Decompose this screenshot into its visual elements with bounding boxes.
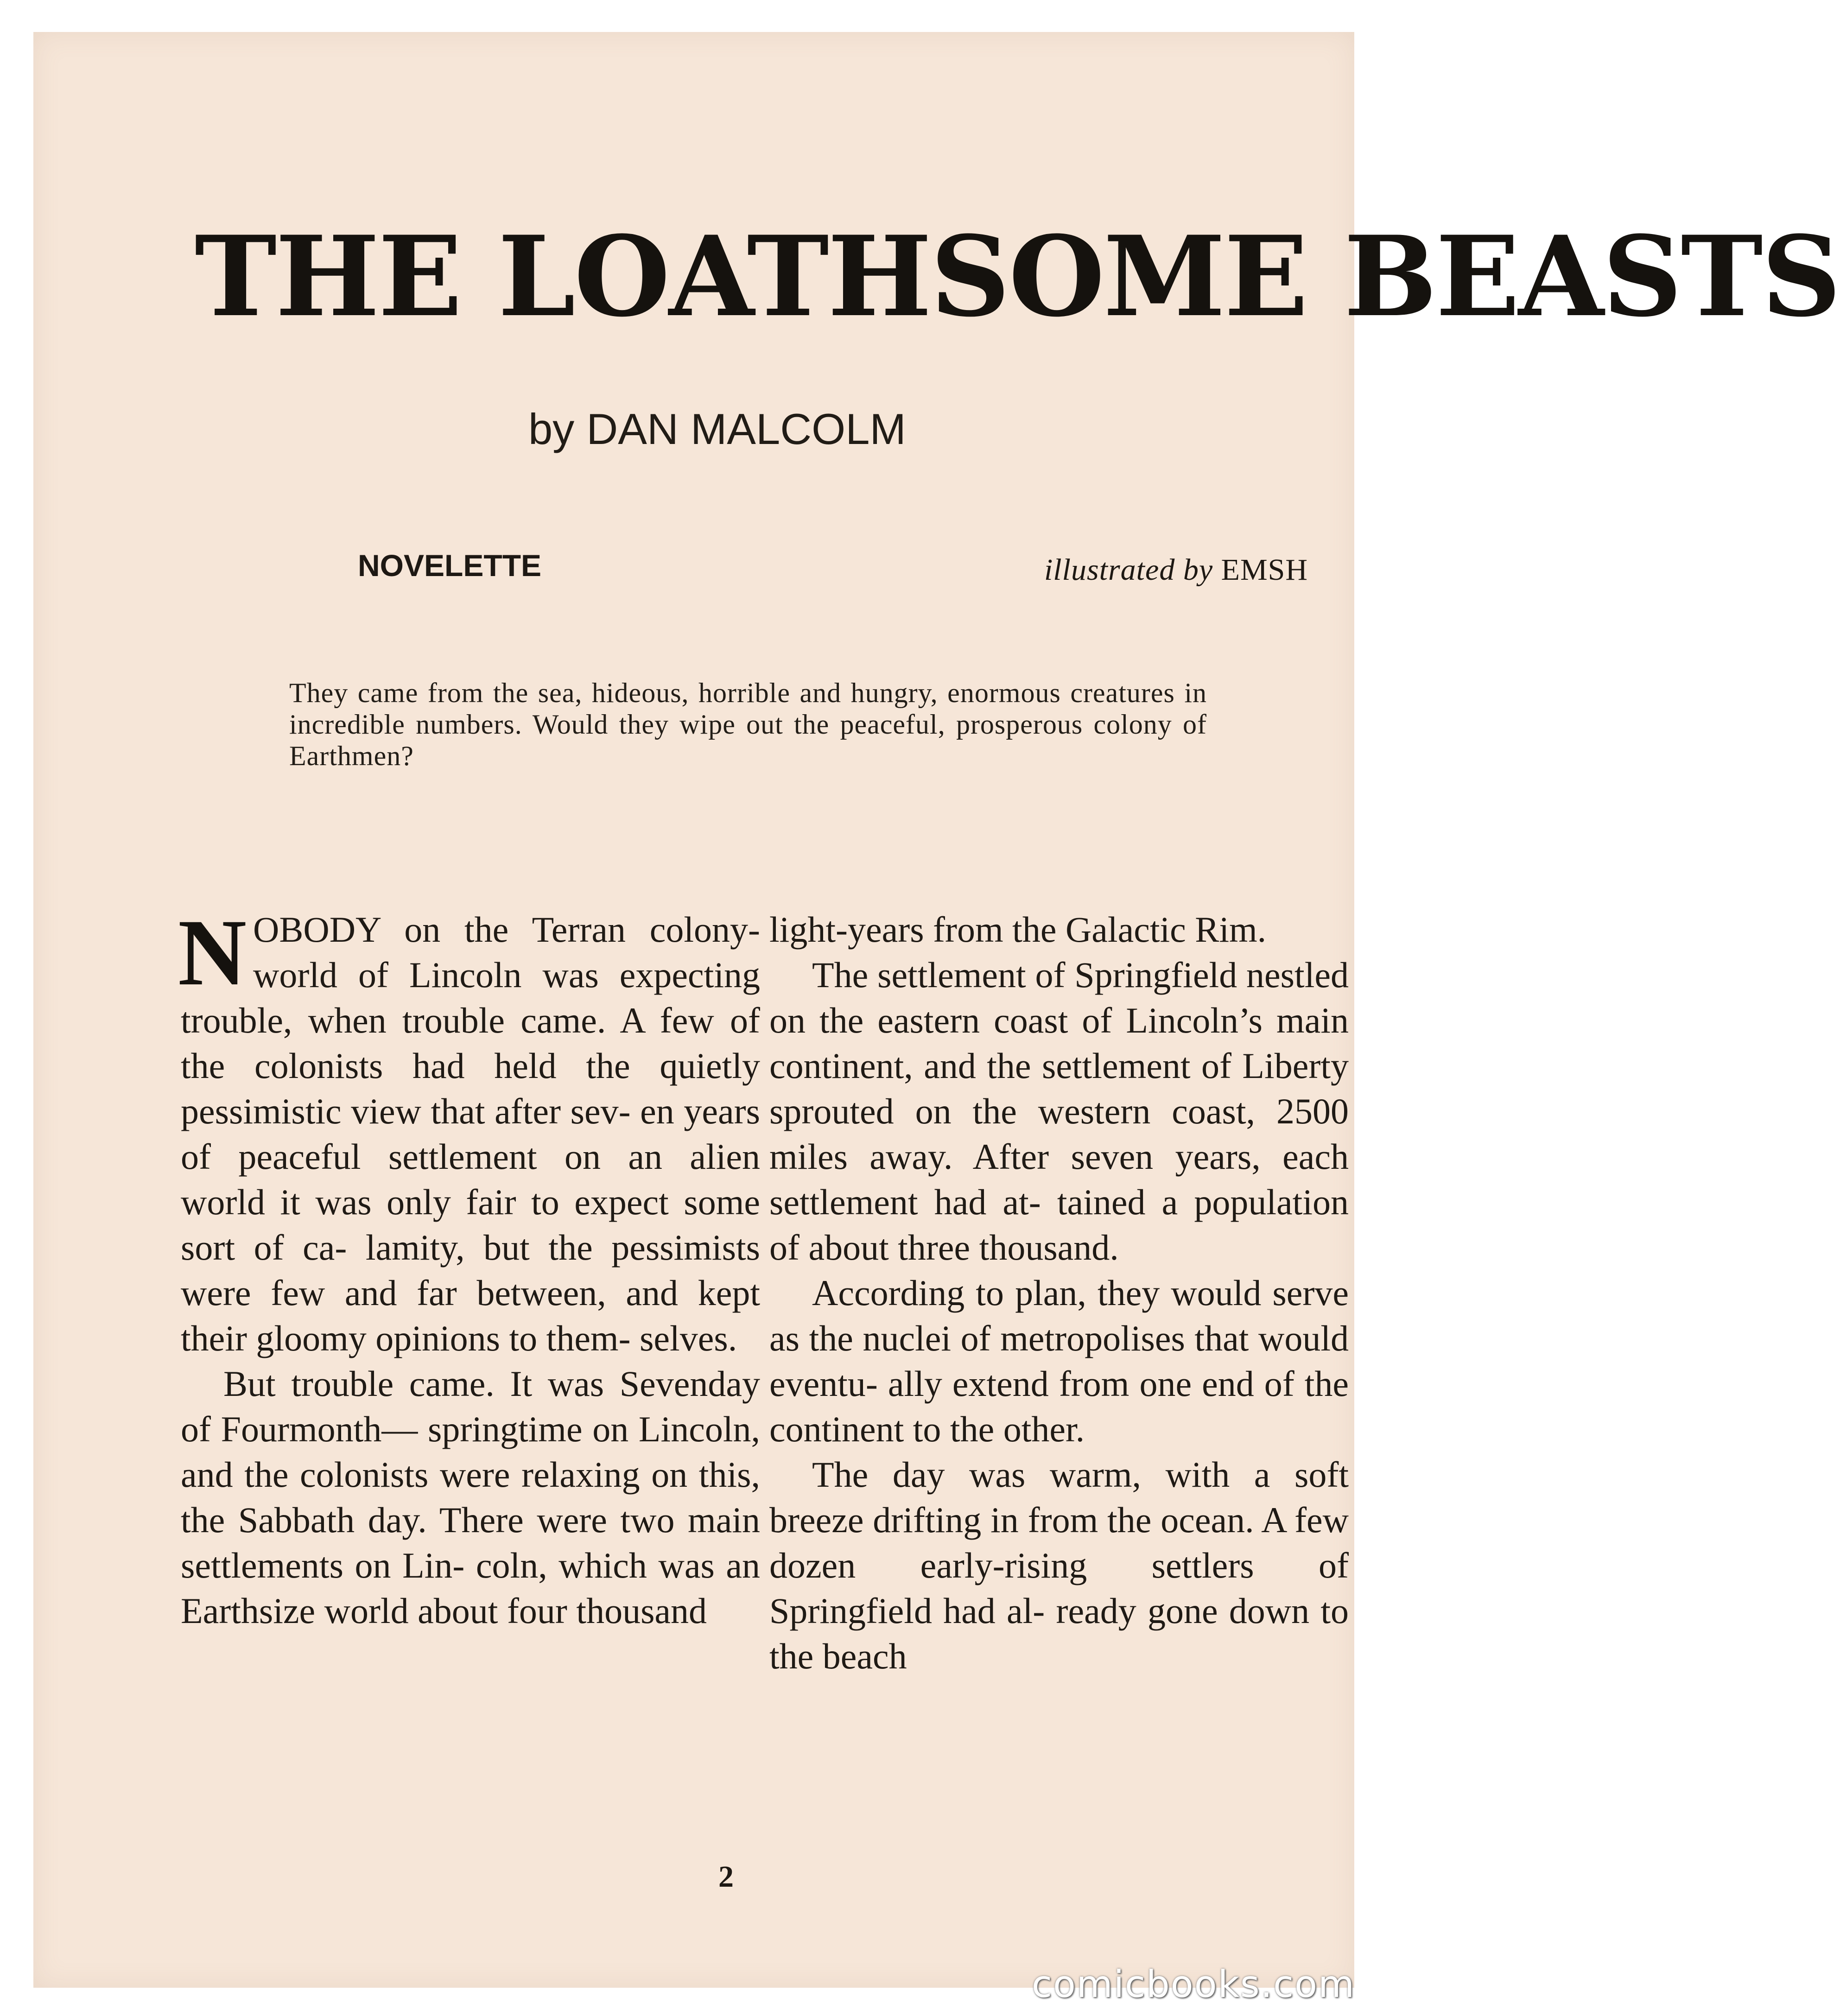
paragraph: But trouble came. It was Sevenday of Fourmonth— springtime on Lincoln, and the colonists were relaxing on this, the Sabbath day. There were two main settlements on Lin- coln, which was an Earthsize world about four thousand bbox=[181, 1363, 760, 1631]
left-column bbox=[178, 900, 760, 1871]
genre-label: NOVELETTE bbox=[358, 548, 542, 583]
drop-cap: N bbox=[178, 900, 247, 1005]
right-column bbox=[769, 907, 1349, 1871]
paragraph-text: OBODY on the Terran colony-world of Lincoln was expecting trouble, when trouble came. A few of the colonists had held the quietly pessimistic view that after sev- en years of peaceful settlement on an alien world it was only fair to expect some sort of ca- lamity, but the pessimists were few and far between, and kept their gloomy opinions to them- selves. bbox=[181, 909, 760, 1358]
page-number: 2 bbox=[718, 1860, 734, 1894]
paragraph: The settlement of Springfield nestled on the eastern coast of Lincoln’s main continent, and the settlement of Liberty sprouted on the western coast, 2500 miles away. After seven years, each settlement had at- tained a population of about three thousand. bbox=[769, 955, 1349, 1268]
illustrator-name: EMSH bbox=[1221, 553, 1308, 587]
story-title: THE LOATHSOME BEASTS bbox=[195, 212, 1840, 342]
site-watermark: comicbooks.com bbox=[1031, 1963, 1355, 2006]
paragraph: According to plan, they would serve as the nuclei of metropolises that would eventu- ally extend from one end of the continent to the other. bbox=[769, 1273, 1349, 1449]
illustrator-credit bbox=[1044, 555, 1308, 596]
story-blurb: They came from the sea, hideous, horrible and hungry, enormous creatures in incredible numbers. Would they wipe out the peaceful, prosperous colony of Earthmen? bbox=[289, 678, 1207, 771]
paragraph: light-years from the Galactic Rim. bbox=[769, 909, 1267, 950]
paragraph bbox=[178, 900, 760, 1361]
byline: by DAN MALCOLM bbox=[528, 405, 906, 453]
credit-prefix: illustrated by bbox=[1044, 553, 1213, 587]
paragraph: The day was warm, with a soft breeze drifting in from the ocean. A few dozen early-rising settlers of Springfield had al- ready gone down to the beach bbox=[769, 1454, 1349, 1676]
magazine-page bbox=[33, 32, 1840, 1988]
